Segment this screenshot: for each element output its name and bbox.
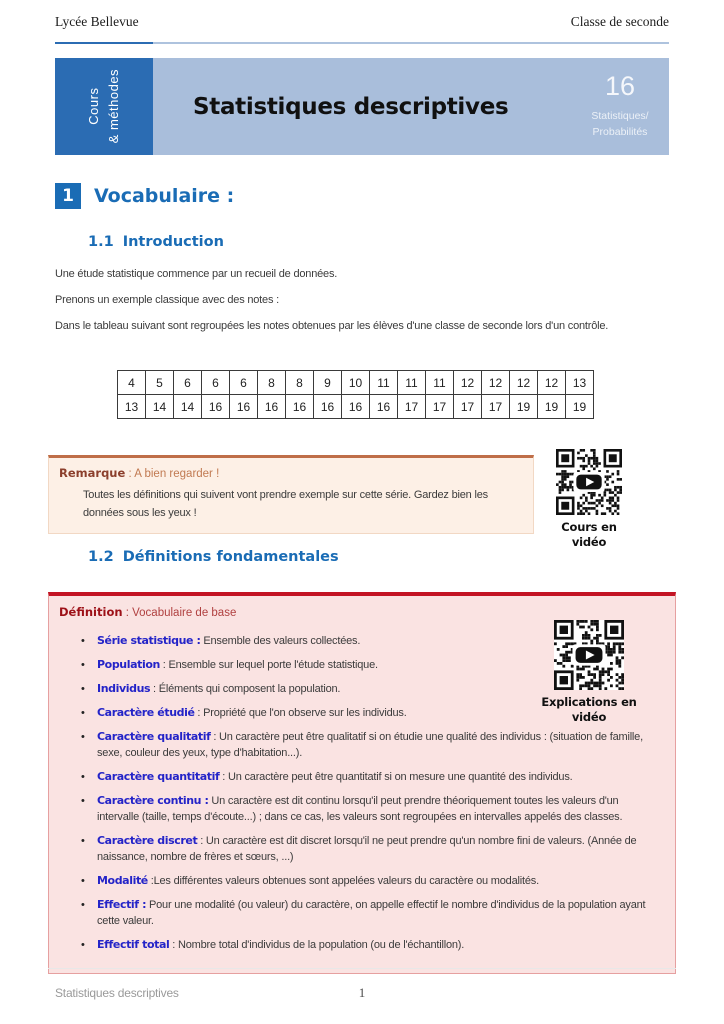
definition-text: :Les différentes valeurs obtenues sont appelées valeurs du caractère ou modalités. (147, 875, 539, 887)
header-rule-dark (55, 42, 153, 44)
definition-item (81, 937, 661, 953)
note-cell: 11 (370, 371, 398, 395)
definition-item (81, 705, 511, 721)
note-cell: 6 (202, 371, 230, 395)
remark-subtitle: : A bien regarder ! (128, 468, 220, 480)
section-title: Vocabulaire : (94, 185, 235, 207)
note-cell: 16 (314, 395, 342, 419)
remark-text: Toutes les définitions qui suivent vont prendre exemple sur cette série. Gardez bien les données sous les yeux ! (83, 489, 488, 520)
note-cell: 17 (398, 395, 426, 419)
chapter-number-block (577, 58, 663, 155)
note-cell: 17 (426, 395, 454, 419)
definition-item (81, 729, 661, 761)
paragraph: Une étude statistique commence par un recueil de données. (55, 268, 338, 280)
note-cell: 5 (146, 371, 174, 395)
footer-title: Statistiques descriptives (55, 986, 179, 1000)
chapter-title: Statistiques descriptives (193, 93, 509, 120)
note-cell: 16 (230, 395, 258, 419)
section-number-box: 1 (55, 183, 81, 209)
note-cell: 4 (118, 371, 146, 395)
note-cell: 9 (314, 371, 342, 395)
definition-term: Caractère qualitatif (97, 730, 211, 743)
subsection-number: 1.1 (88, 234, 114, 250)
notes-table (117, 370, 594, 419)
qr-code-youtube-icon[interactable] (534, 620, 644, 690)
definition-text: : Un caractère est dit discret lorsqu'il ne peut prendre qu'un nombre fini de valeurs. (Année de naissance, nombre de frères et sœurs, ...) (97, 835, 637, 863)
table-row (118, 395, 594, 419)
note-cell: 19 (510, 395, 538, 419)
definition-term: Série statistique : (97, 634, 201, 647)
definition-text: Pour une modalité (ou valeur) du caractère, on appelle effectif le nombre d'individus de la population ayant cette valeur. (97, 899, 646, 927)
chapter-theme: Statistiques/ Probabilités (591, 110, 649, 138)
definition-term: Effectif total (97, 938, 170, 951)
definition-item (81, 769, 661, 785)
definition-item (81, 657, 511, 673)
note-cell: 8 (258, 371, 286, 395)
subsection-title: Définitions fondamentales (122, 549, 339, 565)
page-header (55, 14, 669, 30)
footer-page-number: 1 (358, 985, 366, 1000)
definition-item (81, 793, 661, 825)
table-row (118, 371, 594, 395)
subsection-title: Introduction (122, 234, 224, 250)
section-1-heading (55, 183, 234, 209)
definition-item (81, 897, 661, 929)
definition-subtitle: : Vocabulaire de base (125, 607, 237, 619)
subsection-number: 1.2 (88, 549, 114, 565)
definition-term: Modalité (97, 874, 148, 887)
note-cell: 11 (426, 371, 454, 395)
note-cell: 19 (566, 395, 594, 419)
definition-heading (59, 605, 661, 619)
qr-explanations-caption: Explications en vidéo (541, 695, 637, 724)
chapter-number: 16 (604, 71, 636, 102)
definition-item (81, 633, 511, 649)
remark-label: Remarque (59, 466, 126, 480)
definition-term: Caractère quantitatif (97, 770, 220, 783)
definition-text: : Un caractère peut être qualitatif si on étudie une qualité des individus : (situation de famille, sexe, couleur des yeux, type d'habitation...). (97, 731, 643, 759)
definition-term: Caractère discret (97, 834, 198, 847)
note-cell: 12 (538, 371, 566, 395)
note-cell: 16 (258, 395, 286, 419)
definition-term: Population (97, 658, 160, 671)
header-rule-light (153, 42, 669, 44)
definition-text: : Un caractère peut être quantitatif si on mesure une quantité des individus. (219, 771, 573, 783)
note-cell: 16 (202, 395, 230, 419)
definition-text: Un caractère est dit continu lorsqu'il peut prendre théoriquement toutes les valeurs d'un intervalle (taille, temps d'écoute...) ; dans ce cas, les valeurs sont regroupées en intervalles appelés des classes. (97, 795, 623, 823)
note-cell: 12 (454, 371, 482, 395)
remark-box (48, 455, 534, 534)
definition-term: Effectif : (97, 898, 147, 911)
subsection-1-1-heading (88, 234, 224, 250)
note-cell: 14 (174, 395, 202, 419)
definition-item (81, 833, 661, 865)
subsection-1-2-heading (88, 549, 339, 565)
definition-text: : Nombre total d'individus de la population (ou de l'échantillon). (169, 939, 465, 951)
note-cell: 13 (118, 395, 146, 419)
definition-item (81, 681, 511, 697)
note-cell: 19 (538, 395, 566, 419)
definition-label: Définition (59, 605, 123, 619)
definition-term: Individus (97, 682, 151, 695)
note-cell: 11 (398, 371, 426, 395)
note-cell: 6 (230, 371, 258, 395)
note-cell: 16 (286, 395, 314, 419)
note-cell: 8 (286, 371, 314, 395)
footer-rule (48, 968, 676, 969)
banner-main (153, 58, 669, 155)
definition-text: Ensemble des valeurs collectées. (200, 635, 361, 647)
definition-text: : Ensemble sur lequel porte l'étude statistique. (159, 659, 378, 671)
note-cell: 14 (146, 395, 174, 419)
banner-side-label: Cours & méthodes (85, 69, 121, 144)
note-cell: 17 (454, 395, 482, 419)
note-cell: 6 (174, 371, 202, 395)
note-cell: 17 (482, 395, 510, 419)
remark-heading (59, 466, 521, 480)
qr-course-block (543, 449, 635, 550)
paragraph: Dans le tableau suivant sont regroupées les notes obtenues par les élèves d'une classe de seconde lors d'un contrôle. (55, 320, 609, 332)
intro-paragraphs (55, 266, 705, 344)
header-class: Classe de seconde (570, 14, 669, 29)
definition-item (81, 873, 661, 889)
qr-explanations-block (534, 620, 644, 725)
definition-term: Caractère étudié (97, 706, 195, 719)
note-cell: 16 (370, 395, 398, 419)
note-cell: 12 (510, 371, 538, 395)
banner-side-tab (55, 58, 153, 155)
note-cell: 13 (566, 371, 594, 395)
definition-text: : Éléments qui composent la population. (150, 683, 341, 695)
paragraph: Prenons un exemple classique avec des notes : (55, 294, 279, 306)
definition-term: Caractère continu : (97, 794, 209, 807)
note-cell: 10 (342, 371, 370, 395)
qr-course-caption: Cours en vidéo (561, 520, 617, 549)
note-cell: 16 (342, 395, 370, 419)
header-school: Lycée Bellevue (55, 14, 139, 29)
note-cell: 12 (482, 371, 510, 395)
definition-text: : Propriété que l'on observe sur les individus. (194, 707, 407, 719)
qr-code-youtube-icon[interactable] (543, 449, 635, 515)
chapter-banner (55, 58, 669, 155)
header-rule (55, 42, 669, 44)
